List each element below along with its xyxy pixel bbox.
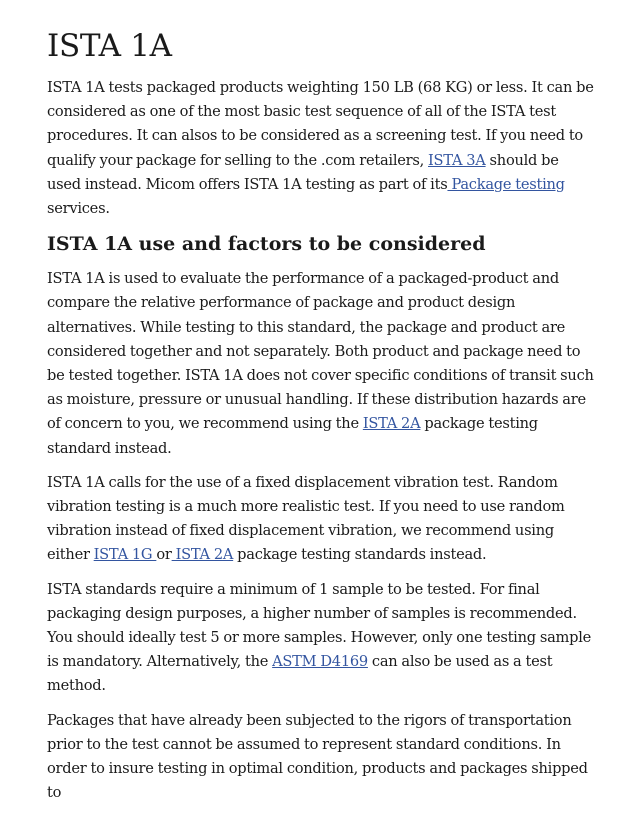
samples-text-2: can also be used as a test method. <box>47 653 553 695</box>
packages-text-1: Packages that have already been subjected to the rigors of transportation prior to the test cannot be assumed to represent standard conditions. In order to insure testing in optimal condition, products and packages shipped to <box>47 711 588 802</box>
vibration-paragraph <box>47 471 594 568</box>
intro-text-1: ISTA 1A tests packaged products weighting 150 LB (68 KG) or less. It can be considered as one of the most basic test sequence of all of the ISTA test procedures. It can alsos to be considered as a screening test. If you need to qualify your package for selling to the .com retailers, <box>47 79 594 169</box>
intro-text-3: services. <box>47 200 110 218</box>
ista-3a-link[interactable]: ISTA 3A <box>428 151 486 169</box>
use-paragraph <box>47 267 594 461</box>
ista-2a-link[interactable]: ISTA 2A <box>362 415 421 433</box>
vibration-text-1: ISTA 1A calls for the use of a fixed displacement vibration test. Random vibration testing is a much more realistic test. If you need to use random vibration instead of fixed displacement vibration, we recommend using either <box>47 473 565 564</box>
intro-text-2: should be used instead. Micom offers ISTA 1A testing as part of its <box>47 151 559 193</box>
ista-1g-link[interactable]: ISTA 1G <box>93 546 157 564</box>
use-text-1: ISTA 1A is used to evaluate the performance of a packaged-product and compare the relative performance of package and product design alternatives. While testing to this standard, the package and product are considered together and not separately. Both product and package need to be tested together. ISTA 1A does not cover specific conditions of transit such as moisture, pressure or unusual handling. If these distribution hazards are of concern to you, we recommend using the <box>47 270 594 433</box>
astm-d4169-link[interactable]: ASTM D4169 <box>272 653 368 671</box>
use-text-2: package testing standard instead. <box>47 415 538 457</box>
package-testing-link[interactable]: Package testing <box>447 175 565 193</box>
intro-paragraph <box>47 76 594 221</box>
packages-paragraph <box>47 709 594 806</box>
page-title: ISTA 1A <box>47 28 172 64</box>
vibration-text-3: package testing standards instead. <box>233 546 487 564</box>
ista-2a-link-secondary[interactable]: ISTA 2A <box>171 546 234 564</box>
samples-text-1: ISTA standards require a minimum of 1 sample to be tested. For final packaging design purposes, a higher number of samples is recommended. You should ideally test 5 or more samples. However, only one testing sample is mandatory. Alternatively, the <box>47 580 592 671</box>
section-heading: ISTA 1A use and factors to be considered <box>47 233 486 256</box>
vibration-text-2: or <box>156 546 172 564</box>
samples-paragraph <box>47 578 594 699</box>
